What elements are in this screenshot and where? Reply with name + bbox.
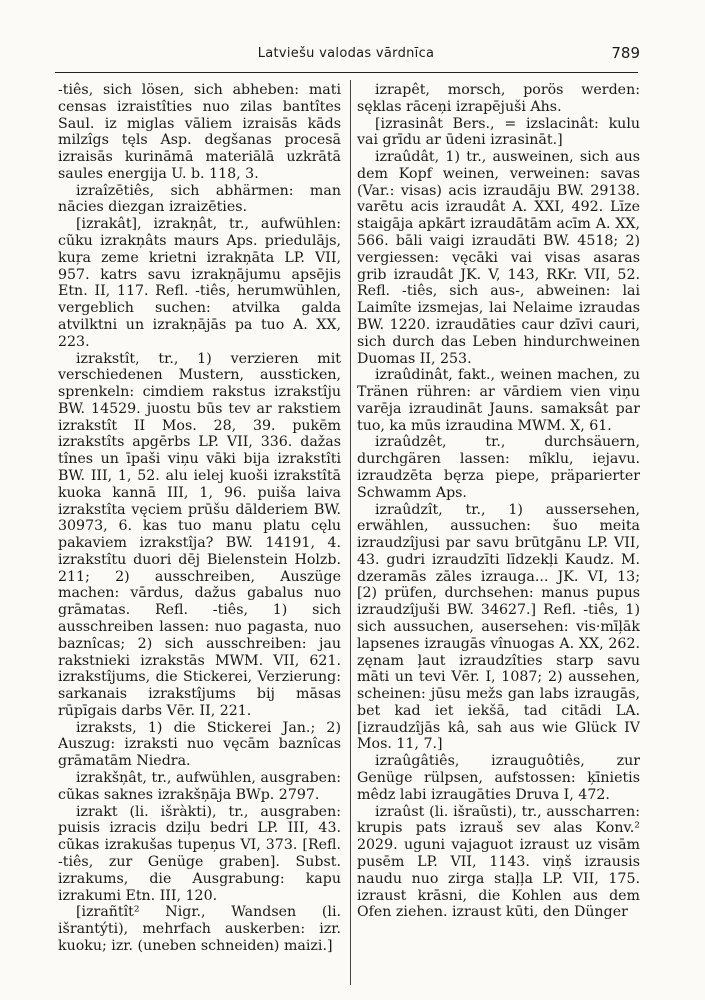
page-number: 789 <box>611 44 640 62</box>
dictionary-entry: izraîzētiês, sich abhärmen: man nācies diezgan izraizēties. <box>58 182 341 216</box>
dictionary-entry: [izrasinât Bers., = izslacinât: kulu vai grīdu ar ūdeni izrasināt.] <box>357 115 640 149</box>
dictionary-entry: izraûst (li. išraũsti), tr., ausscharren: krupis pats izrauš sev alas Konv.² 2029. uguni vajaguot izraust uz visām pusēm LP. VII, 1143. viņš izrausis naudu nuo zirga staļļa LP. VII, 175. izraust krāsni, die Kohlen aus dem Ofen ziehen. izraust kūti, den Dünger <box>357 803 640 921</box>
left-column <box>58 82 341 987</box>
dictionary-entry: izrakt (li. išràkti), tr., ausgraben: puisis izracis dziļu bedri LP. III, 43. cũkas izrakušas tupeņus VI, 373. [Refl. -tiês, zur Genüge graben]. Subst. izrakums, die Ausgrabung: kapu izrakumi Etn. III, 120. <box>58 803 341 904</box>
dictionary-entry: izrakstît, tr., 1) verzieren mit verschiedenen Mustern, aussticken, sprenkeln: cimdiem rakstus izrakstîju BW. 14529. juostu būs tev ar rakstiem izrakstît II Mos. 28, 39. pukēm izrakstîts apgērbs LP. VII, 336. dažas tînes un īpaši viņu vāki bija izrakstîti BW. III, 1, 52. alu ielej kuoši izrakstîtā kuoka kannā III, 1, 96. puiša laiva izrakstîta vęciem prūšu dālderiem BW. 30973, 6. kas tuo manu platu cęlu pakaviem izrakstîja? BW. 14191, 4. izrakstîtu duori dēj Bielenstein Holzb. 211; 2) ausschreiben, Auszüge machen: vārdus, dažus gabalus nuo grāmatas. Refl. -tiês, 1) sich ausschreiben lassen: nuo pagasta, nuo baznîcas; 2) sich ausschreiben: jau rakstnieki izrakstās MWM. VII, 621. izrakstîjums, die Stickerei, Verzierung: sarkanais izrakstîjums bij māsas rūpīgais darbs Vēr. II, 221. <box>58 350 341 719</box>
right-column <box>357 82 640 987</box>
dictionary-entry: izraûdât, 1) tr., ausweinen, sich aus dem Kopf weinen, verweinen: savas (Var.: visas) acis izraudāju BW. 29138. varētu acis izraudât A. XXI, 492. Līze staigāja apkārt izraudātām acīm A. XX, 566. bāli vaigi izraudāti BW. 4518; 2) vergiessen: vęcāki vai visas asaras grib izraudât JK. V, 143, RKr. VII, 52. Refl. -tiês, sich aus-, abweinen: lai Laimîte izsmejas, lai Nelaime izraudas BW. 1220. izraudāties caur dzīvi cauri, sich durch das Leben hindurchweinen Duomas II, 253. <box>357 149 640 367</box>
dictionary-entry: izraûdinât, fakt., weinen machen, zu Tränen rühren: ar vārdiem vien viņu varēja izraudināt Jauns. samaksât par tuo, ka mūs izraudina MWM. X, 61. <box>357 367 640 434</box>
dictionary-entry: izraksts, 1) die Stickerei Jan.; 2) Auszug: izraksti nuo vęcām baznîcas grāmatām Niedra. <box>58 719 341 770</box>
dictionary-entry: izraûdzît, tr., 1) aussersehen, erwählen, aussuchen: šuo meita izraudzîjusi par savu brūtgānu LP. VII, 43. gudri izraudzīti līdzekļi Kaudz. M. dzeramās zāles izrauga... JK. VI, 13; [2) prüfen, durchsehen: manus pupus izraudzîjuši BW. 34627.] Refl. -tiês, 1) sich aussuchen, ausersehen: vis·mīļāk lapsenes izraugās vînuogas A. XX, 262. zęnam ļaut izraudzîties starp savu māti un tevi Vēr. I, 1087; 2) aussehen, scheinen: jūsu mežs gan labs izraugās, bet kad iet iekšā, tad citādi LA. [izraudzîjās kâ, sah aus wie Glück IV Mos. 11, 7.] <box>357 501 640 753</box>
dictionary-entry: -tiês, sich lösen, sich abheben: mati censas izraistîties nuo zilas bantîtes Saul. iz miglas vāliem izraisās kāds milzîgs tęls Asp. degšanas procesā izraisās kurināmā materiālā uzkrātā saules energija U. b. 118, 3. <box>58 82 341 182</box>
column-divider <box>350 80 351 985</box>
dictionary-entry: izrapêt, morsch, porös werden: sęklas rāceņi izrapējuši Ahs. <box>357 82 640 115</box>
header-rule <box>55 72 638 73</box>
dictionary-entry: [izrañtît² Nigr., Wandsen (li. išrantýti), mehrfach auskerben: izr. kuoku; izr. (uneben schneiden) maizi.] <box>58 904 341 954</box>
dictionary-entry: izraûdzêt, tr., durchsäuern, durchgären lassen: mîklu, iejavu. izraudzēta bęrza piepe, präparierter Schwamm Aps. <box>357 434 640 501</box>
running-title: Latviešu valodas vārdnīca <box>257 46 435 61</box>
page-header <box>52 40 640 70</box>
dictionary-entry: izrakšņât, tr., aufwühlen, ausgraben: cũkas saknes izrakšņāja BWp. 2797. <box>58 770 341 803</box>
dictionary-entry: [izrakât], izrakņât, tr., aufwühlen: cũku izrakņâts maurs Aps. priedulājs, kuŗa zeme krietni izrakņāta LP. VII, 957. katrs savu izrakņājumu apsējis Etn. II, 117. Refl. -tiês, herumwühlen, vergeblich suchen: atvilka galda atvilktni un izrakņājās pa tuo A. XX, 223. <box>58 216 341 350</box>
dictionary-entry: izraûgâtiês, izrauguôtiês, zur Genüge rülpsen, aufstossen: ķīnietis mêdz labi izraugāties Druva I, 472. <box>357 753 640 803</box>
